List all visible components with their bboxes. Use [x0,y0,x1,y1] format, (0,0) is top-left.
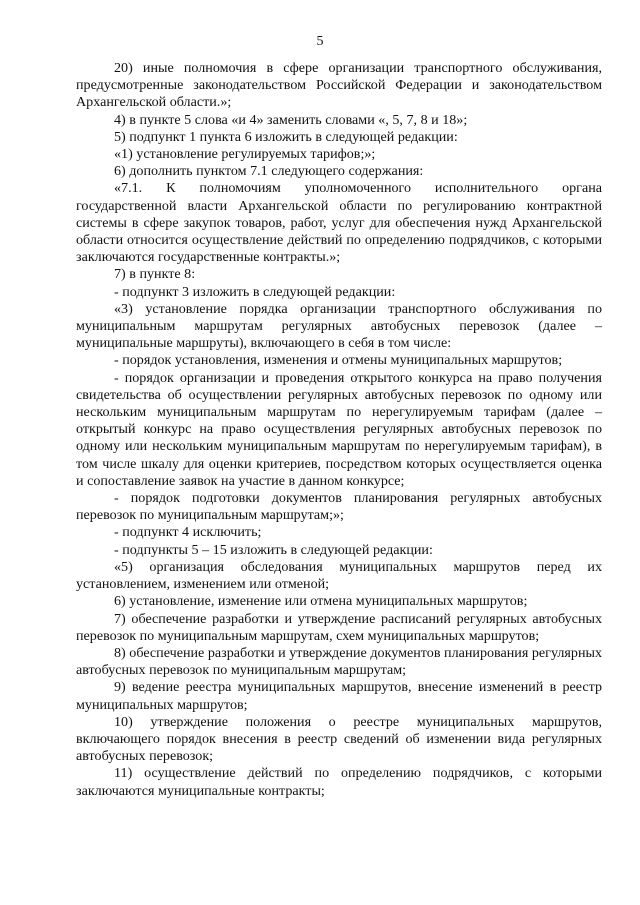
paragraph: - подпункты 5 – 15 изложить в следующей редакции: [114,541,433,558]
paragraph: 7) обеспечение разработки и утверждение расписаний регулярных автобусных перевозок по муниципальным маршрутам, схем муниципальных маршрутов; [76,610,602,644]
paragraph: - порядок подготовки документов планирования регулярных автобусных перевозок по муниципальным маршрутам;»; [76,490,602,524]
document-body [76,60,602,800]
paragraph: 5) подпункт 1 пункта 6 изложить в следующей редакции: [114,128,458,145]
paragraph: - порядок организации и проведения открытого конкурса на право получения свидетельства об осуществлении регулярных автобусных перевозок по одному или нескольким муниципальным маршрутам по нерегулируемым тарифам (далее – открытый конкурс на право осуществления регулярных автобусных перевозок по одному или нескольким муниципальным маршрутам по нерегулируемым тарифам), в том числе шкалу для оценки критериев, посредством которых осуществляется оценка и сопоставление заявок на участие в данном конкурсе; [76,369,602,489]
paragraph: «7.1. К полномочиям уполномоченного исполнительного органа государственной власти Архангельской области по регулированию контрактной системы в сфере закупок товаров, работ, услуг для обеспечения нужд Архангельской области относится осуществление действий по определению подрядчиков, с которыми заключаются государственные контракты.»; [76,180,602,266]
paragraph: 7) в пункте 8: [114,266,196,283]
paragraph: 4) в пункте 5 слова «и 4» заменить словами «, 5, 7, 8 и 18»; [114,111,468,128]
paragraph: 20) иные полномочия в сфере организации транспортного обслуживания, предусмотренные законодательством Российской Федерации и законодательством Архангельской области.»; [76,60,602,111]
paragraph: 6) дополнить пунктом 7.1 следующего содержания: [114,163,424,180]
paragraph: - подпункт 3 изложить в следующей редакции: [114,283,396,300]
paragraph: - подпункт 4 исключить; [114,524,262,541]
page-number: 5 [316,34,324,49]
paragraph: «3) установление порядка организации транспортного обслуживания по муниципальным маршрутам регулярных автобусных перевозок (далее – муниципальные маршруты), включающего в себя в том числе: [76,300,602,352]
paragraph: 11) осуществление действий по определению подрядчиков, с которыми заключаются муниципальные контракты; [76,765,602,799]
paragraph: «1) установление регулируемых тарифов;»; [114,146,376,163]
paragraph: 8) обеспечение разработки и утверждение документов планирования регулярных автобусных перевозок по муниципальным маршрутам; [76,644,602,679]
paragraph: 9) ведение реестра муниципальных маршрутов, внесение изменений в реестр муниципальных маршрутов; [76,679,602,713]
paragraph: «5) организация обследования муниципальных маршрутов перед их установлением, изменением или отменой; [76,558,602,593]
paragraph: - порядок установления, изменения и отмены муниципальных маршрутов; [114,352,563,369]
paragraph: 6) установление, изменение или отмена муниципальных маршрутов; [114,593,528,610]
paragraph: 10) утверждение положения о реестре муниципальных маршрутов, включающего порядок внесения в реестр сведений об изменении вида регулярных автобусных перевозок; [76,713,602,765]
